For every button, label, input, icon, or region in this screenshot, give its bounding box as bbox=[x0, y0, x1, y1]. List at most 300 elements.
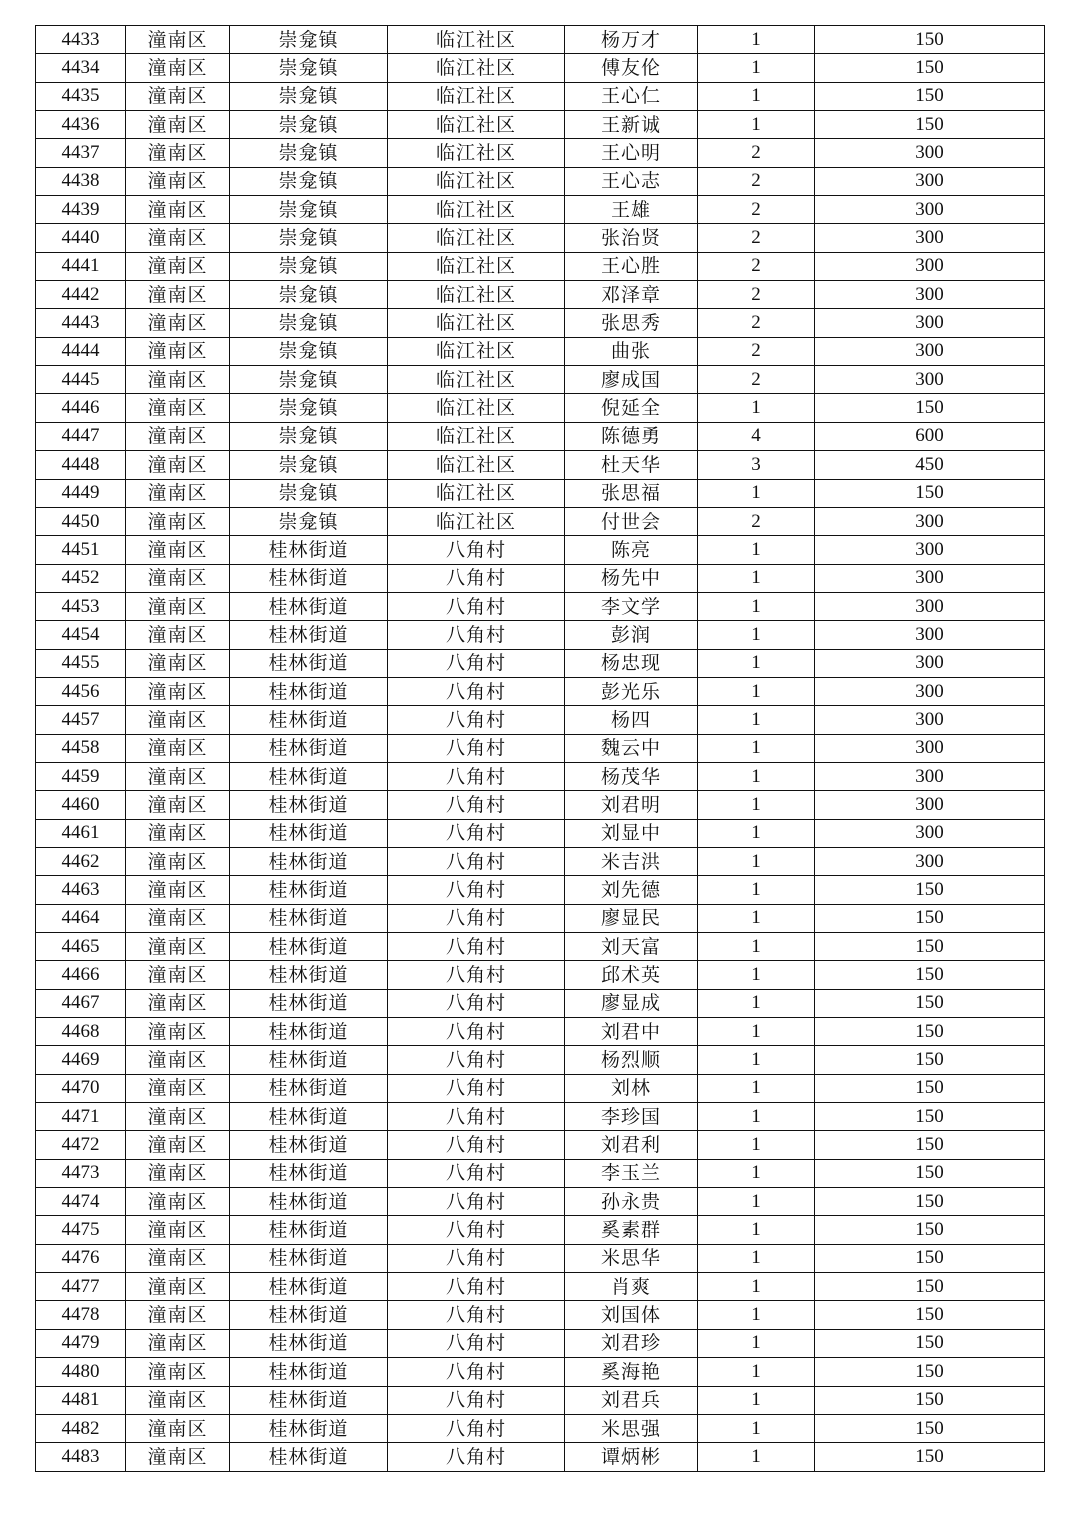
row-number-cell: 4451 bbox=[36, 536, 126, 564]
name-cell: 傅友伦 bbox=[565, 54, 698, 82]
row-number-cell: 4481 bbox=[36, 1386, 126, 1414]
table-row bbox=[36, 1443, 1045, 1471]
count-cell: 2 bbox=[698, 252, 815, 280]
roster-table-body bbox=[36, 26, 1045, 1472]
table-row bbox=[36, 26, 1045, 54]
count-cell: 1 bbox=[698, 1358, 815, 1386]
name-cell: 付世会 bbox=[565, 507, 698, 535]
village-cell: 八角村 bbox=[388, 1018, 565, 1046]
row-number-cell: 4471 bbox=[36, 1103, 126, 1131]
count-cell: 1 bbox=[698, 933, 815, 961]
town-cell: 崇龛镇 bbox=[230, 111, 388, 139]
name-cell: 邓泽章 bbox=[565, 281, 698, 309]
town-cell: 桂林街道 bbox=[230, 819, 388, 847]
village-cell: 八角村 bbox=[388, 536, 565, 564]
count-cell: 4 bbox=[698, 422, 815, 450]
name-cell: 彭光乐 bbox=[565, 677, 698, 705]
row-number-cell: 4447 bbox=[36, 422, 126, 450]
town-cell: 崇龛镇 bbox=[230, 451, 388, 479]
row-number-cell: 4450 bbox=[36, 507, 126, 535]
amount-cell: 150 bbox=[815, 82, 1045, 110]
district-cell: 潼南区 bbox=[126, 26, 230, 54]
table-row bbox=[36, 422, 1045, 450]
amount-cell: 150 bbox=[815, 1414, 1045, 1442]
count-cell: 2 bbox=[698, 507, 815, 535]
town-cell: 桂林街道 bbox=[230, 961, 388, 989]
row-number-cell: 4483 bbox=[36, 1443, 126, 1471]
town-cell: 桂林街道 bbox=[230, 1018, 388, 1046]
district-cell: 潼南区 bbox=[126, 791, 230, 819]
row-number-cell: 4456 bbox=[36, 677, 126, 705]
count-cell: 1 bbox=[698, 706, 815, 734]
name-cell: 米思华 bbox=[565, 1244, 698, 1272]
amount-cell: 150 bbox=[815, 54, 1045, 82]
table-row bbox=[36, 536, 1045, 564]
count-cell: 2 bbox=[698, 309, 815, 337]
table-row bbox=[36, 847, 1045, 875]
row-number-cell: 4482 bbox=[36, 1414, 126, 1442]
amount-cell: 150 bbox=[815, 1358, 1045, 1386]
district-cell: 潼南区 bbox=[126, 536, 230, 564]
table-row bbox=[36, 1244, 1045, 1272]
name-cell: 张思秀 bbox=[565, 309, 698, 337]
town-cell: 桂林街道 bbox=[230, 649, 388, 677]
row-number-cell: 4476 bbox=[36, 1244, 126, 1272]
count-cell: 1 bbox=[698, 847, 815, 875]
town-cell: 桂林街道 bbox=[230, 592, 388, 620]
name-cell: 刘君兵 bbox=[565, 1386, 698, 1414]
table-row bbox=[36, 337, 1045, 365]
table-row bbox=[36, 564, 1045, 592]
table-row bbox=[36, 819, 1045, 847]
name-cell: 陈德勇 bbox=[565, 422, 698, 450]
town-cell: 桂林街道 bbox=[230, 1131, 388, 1159]
village-cell: 八角村 bbox=[388, 1414, 565, 1442]
town-cell: 桂林街道 bbox=[230, 1301, 388, 1329]
town-cell: 桂林街道 bbox=[230, 791, 388, 819]
village-cell: 八角村 bbox=[388, 847, 565, 875]
village-cell: 八角村 bbox=[388, 649, 565, 677]
amount-cell: 300 bbox=[815, 252, 1045, 280]
name-cell: 刘君明 bbox=[565, 791, 698, 819]
village-cell: 八角村 bbox=[388, 592, 565, 620]
district-cell: 潼南区 bbox=[126, 366, 230, 394]
table-row bbox=[36, 252, 1045, 280]
count-cell: 1 bbox=[698, 1131, 815, 1159]
district-cell: 潼南区 bbox=[126, 1074, 230, 1102]
name-cell: 杨万才 bbox=[565, 26, 698, 54]
town-cell: 桂林街道 bbox=[230, 847, 388, 875]
row-number-cell: 4449 bbox=[36, 479, 126, 507]
row-number-cell: 4461 bbox=[36, 819, 126, 847]
count-cell: 1 bbox=[698, 54, 815, 82]
amount-cell: 300 bbox=[815, 281, 1045, 309]
town-cell: 崇龛镇 bbox=[230, 422, 388, 450]
name-cell: 王新诚 bbox=[565, 111, 698, 139]
count-cell: 1 bbox=[698, 26, 815, 54]
district-cell: 潼南区 bbox=[126, 706, 230, 734]
amount-cell: 300 bbox=[815, 507, 1045, 535]
row-number-cell: 4458 bbox=[36, 734, 126, 762]
table-row bbox=[36, 451, 1045, 479]
amount-cell: 150 bbox=[815, 876, 1045, 904]
district-cell: 潼南区 bbox=[126, 451, 230, 479]
name-cell: 李文学 bbox=[565, 592, 698, 620]
table-row bbox=[36, 876, 1045, 904]
amount-cell: 150 bbox=[815, 961, 1045, 989]
name-cell: 刘君利 bbox=[565, 1131, 698, 1159]
name-cell: 刘君珍 bbox=[565, 1329, 698, 1357]
district-cell: 潼南区 bbox=[126, 933, 230, 961]
town-cell: 桂林街道 bbox=[230, 1273, 388, 1301]
amount-cell: 300 bbox=[815, 309, 1045, 337]
village-cell: 八角村 bbox=[388, 961, 565, 989]
name-cell: 肖爽 bbox=[565, 1273, 698, 1301]
count-cell: 1 bbox=[698, 876, 815, 904]
row-number-cell: 4463 bbox=[36, 876, 126, 904]
district-cell: 潼南区 bbox=[126, 819, 230, 847]
amount-cell: 150 bbox=[815, 1443, 1045, 1471]
amount-cell: 600 bbox=[815, 422, 1045, 450]
village-cell: 八角村 bbox=[388, 989, 565, 1017]
village-cell: 八角村 bbox=[388, 734, 565, 762]
table-row bbox=[36, 1386, 1045, 1414]
table-row bbox=[36, 677, 1045, 705]
town-cell: 桂林街道 bbox=[230, 1216, 388, 1244]
count-cell: 2 bbox=[698, 167, 815, 195]
row-number-cell: 4446 bbox=[36, 394, 126, 422]
district-cell: 潼南区 bbox=[126, 1386, 230, 1414]
table-row bbox=[36, 224, 1045, 252]
table-row bbox=[36, 1188, 1045, 1216]
row-number-cell: 4454 bbox=[36, 621, 126, 649]
village-cell: 临江社区 bbox=[388, 139, 565, 167]
village-cell: 八角村 bbox=[388, 677, 565, 705]
amount-cell: 300 bbox=[815, 791, 1045, 819]
district-cell: 潼南区 bbox=[126, 564, 230, 592]
town-cell: 崇龛镇 bbox=[230, 224, 388, 252]
row-number-cell: 4453 bbox=[36, 592, 126, 620]
amount-cell: 300 bbox=[815, 196, 1045, 224]
amount-cell: 450 bbox=[815, 451, 1045, 479]
amount-cell: 150 bbox=[815, 1244, 1045, 1272]
row-number-cell: 4477 bbox=[36, 1273, 126, 1301]
table-row bbox=[36, 1018, 1045, 1046]
town-cell: 桂林街道 bbox=[230, 677, 388, 705]
district-cell: 潼南区 bbox=[126, 422, 230, 450]
table-row bbox=[36, 1414, 1045, 1442]
name-cell: 刘林 bbox=[565, 1074, 698, 1102]
name-cell: 廖显成 bbox=[565, 989, 698, 1017]
amount-cell: 300 bbox=[815, 337, 1045, 365]
town-cell: 桂林街道 bbox=[230, 621, 388, 649]
village-cell: 八角村 bbox=[388, 1188, 565, 1216]
count-cell: 1 bbox=[698, 1103, 815, 1131]
count-cell: 1 bbox=[698, 479, 815, 507]
village-cell: 临江社区 bbox=[388, 422, 565, 450]
name-cell: 杨忠现 bbox=[565, 649, 698, 677]
count-cell: 1 bbox=[698, 564, 815, 592]
table-row bbox=[36, 1273, 1045, 1301]
name-cell: 刘天富 bbox=[565, 933, 698, 961]
name-cell: 王雄 bbox=[565, 196, 698, 224]
name-cell: 张思福 bbox=[565, 479, 698, 507]
amount-cell: 300 bbox=[815, 847, 1045, 875]
count-cell: 1 bbox=[698, 1301, 815, 1329]
row-number-cell: 4455 bbox=[36, 649, 126, 677]
name-cell: 廖成国 bbox=[565, 366, 698, 394]
amount-cell: 150 bbox=[815, 1386, 1045, 1414]
town-cell: 桂林街道 bbox=[230, 706, 388, 734]
village-cell: 临江社区 bbox=[388, 111, 565, 139]
row-number-cell: 4467 bbox=[36, 989, 126, 1017]
table-row bbox=[36, 592, 1045, 620]
row-number-cell: 4474 bbox=[36, 1188, 126, 1216]
count-cell: 1 bbox=[698, 1074, 815, 1102]
count-cell: 1 bbox=[698, 762, 815, 790]
district-cell: 潼南区 bbox=[126, 1159, 230, 1187]
table-row bbox=[36, 706, 1045, 734]
amount-cell: 300 bbox=[815, 536, 1045, 564]
district-cell: 潼南区 bbox=[126, 1443, 230, 1471]
town-cell: 崇龛镇 bbox=[230, 366, 388, 394]
row-number-cell: 4469 bbox=[36, 1046, 126, 1074]
village-cell: 临江社区 bbox=[388, 366, 565, 394]
district-cell: 潼南区 bbox=[126, 281, 230, 309]
town-cell: 桂林街道 bbox=[230, 1443, 388, 1471]
town-cell: 桂林街道 bbox=[230, 564, 388, 592]
count-cell: 1 bbox=[698, 111, 815, 139]
count-cell: 1 bbox=[698, 1443, 815, 1471]
count-cell: 1 bbox=[698, 819, 815, 847]
row-number-cell: 4434 bbox=[36, 54, 126, 82]
town-cell: 桂林街道 bbox=[230, 1329, 388, 1357]
amount-cell: 150 bbox=[815, 1216, 1045, 1244]
village-cell: 临江社区 bbox=[388, 252, 565, 280]
town-cell: 崇龛镇 bbox=[230, 394, 388, 422]
district-cell: 潼南区 bbox=[126, 876, 230, 904]
town-cell: 桂林街道 bbox=[230, 1103, 388, 1131]
town-cell: 桂林街道 bbox=[230, 1414, 388, 1442]
amount-cell: 150 bbox=[815, 1188, 1045, 1216]
table-row bbox=[36, 139, 1045, 167]
row-number-cell: 4459 bbox=[36, 762, 126, 790]
district-cell: 潼南区 bbox=[126, 847, 230, 875]
count-cell: 1 bbox=[698, 394, 815, 422]
amount-cell: 300 bbox=[815, 677, 1045, 705]
district-cell: 潼南区 bbox=[126, 1046, 230, 1074]
row-number-cell: 4437 bbox=[36, 139, 126, 167]
name-cell: 刘君中 bbox=[565, 1018, 698, 1046]
village-cell: 八角村 bbox=[388, 1386, 565, 1414]
amount-cell: 300 bbox=[815, 139, 1045, 167]
amount-cell: 150 bbox=[815, 1301, 1045, 1329]
row-number-cell: 4441 bbox=[36, 252, 126, 280]
village-cell: 八角村 bbox=[388, 1273, 565, 1301]
table-row bbox=[36, 1301, 1045, 1329]
amount-cell: 300 bbox=[815, 167, 1045, 195]
village-cell: 临江社区 bbox=[388, 394, 565, 422]
amount-cell: 300 bbox=[815, 734, 1045, 762]
amount-cell: 150 bbox=[815, 1159, 1045, 1187]
count-cell: 1 bbox=[698, 1018, 815, 1046]
district-cell: 潼南区 bbox=[126, 1414, 230, 1442]
row-number-cell: 4438 bbox=[36, 167, 126, 195]
table-row bbox=[36, 54, 1045, 82]
amount-cell: 300 bbox=[815, 564, 1045, 592]
town-cell: 崇龛镇 bbox=[230, 309, 388, 337]
count-cell: 1 bbox=[698, 791, 815, 819]
count-cell: 1 bbox=[698, 989, 815, 1017]
town-cell: 崇龛镇 bbox=[230, 139, 388, 167]
town-cell: 桂林街道 bbox=[230, 762, 388, 790]
count-cell: 1 bbox=[698, 1188, 815, 1216]
name-cell: 陈亮 bbox=[565, 536, 698, 564]
district-cell: 潼南区 bbox=[126, 649, 230, 677]
town-cell: 桂林街道 bbox=[230, 876, 388, 904]
village-cell: 八角村 bbox=[388, 1131, 565, 1159]
row-number-cell: 4473 bbox=[36, 1159, 126, 1187]
table-row bbox=[36, 1046, 1045, 1074]
village-cell: 临江社区 bbox=[388, 54, 565, 82]
row-number-cell: 4457 bbox=[36, 706, 126, 734]
row-number-cell: 4480 bbox=[36, 1358, 126, 1386]
town-cell: 桂林街道 bbox=[230, 1188, 388, 1216]
district-cell: 潼南区 bbox=[126, 961, 230, 989]
count-cell: 1 bbox=[698, 1329, 815, 1357]
village-cell: 临江社区 bbox=[388, 309, 565, 337]
district-cell: 潼南区 bbox=[126, 1216, 230, 1244]
amount-cell: 300 bbox=[815, 366, 1045, 394]
village-cell: 八角村 bbox=[388, 1046, 565, 1074]
row-number-cell: 4478 bbox=[36, 1301, 126, 1329]
district-cell: 潼南区 bbox=[126, 507, 230, 535]
town-cell: 桂林街道 bbox=[230, 1386, 388, 1414]
table-row bbox=[36, 649, 1045, 677]
count-cell: 1 bbox=[698, 677, 815, 705]
district-cell: 潼南区 bbox=[126, 1273, 230, 1301]
table-row bbox=[36, 394, 1045, 422]
row-number-cell: 4433 bbox=[36, 26, 126, 54]
row-number-cell: 4466 bbox=[36, 961, 126, 989]
count-cell: 1 bbox=[698, 1414, 815, 1442]
table-row bbox=[36, 309, 1045, 337]
table-row bbox=[36, 111, 1045, 139]
count-cell: 1 bbox=[698, 961, 815, 989]
village-cell: 八角村 bbox=[388, 1329, 565, 1357]
village-cell: 临江社区 bbox=[388, 224, 565, 252]
row-number-cell: 4462 bbox=[36, 847, 126, 875]
table-row bbox=[36, 621, 1045, 649]
name-cell: 杨四 bbox=[565, 706, 698, 734]
district-cell: 潼南区 bbox=[126, 337, 230, 365]
amount-cell: 150 bbox=[815, 394, 1045, 422]
count-cell: 1 bbox=[698, 904, 815, 932]
name-cell: 李玉兰 bbox=[565, 1159, 698, 1187]
row-number-cell: 4479 bbox=[36, 1329, 126, 1357]
count-cell: 1 bbox=[698, 734, 815, 762]
village-cell: 八角村 bbox=[388, 1216, 565, 1244]
amount-cell: 150 bbox=[815, 1131, 1045, 1159]
village-cell: 八角村 bbox=[388, 1358, 565, 1386]
name-cell: 王心明 bbox=[565, 139, 698, 167]
town-cell: 崇龛镇 bbox=[230, 26, 388, 54]
town-cell: 桂林街道 bbox=[230, 1074, 388, 1102]
table-row bbox=[36, 762, 1045, 790]
village-cell: 八角村 bbox=[388, 1443, 565, 1471]
district-cell: 潼南区 bbox=[126, 989, 230, 1017]
amount-cell: 150 bbox=[815, 26, 1045, 54]
town-cell: 崇龛镇 bbox=[230, 479, 388, 507]
row-number-cell: 4443 bbox=[36, 309, 126, 337]
row-number-cell: 4444 bbox=[36, 337, 126, 365]
name-cell: 米吉洪 bbox=[565, 847, 698, 875]
town-cell: 崇龛镇 bbox=[230, 54, 388, 82]
district-cell: 潼南区 bbox=[126, 196, 230, 224]
village-cell: 临江社区 bbox=[388, 82, 565, 110]
name-cell: 杜天华 bbox=[565, 451, 698, 479]
roster-table bbox=[35, 25, 1045, 1472]
town-cell: 桂林街道 bbox=[230, 734, 388, 762]
amount-cell: 150 bbox=[815, 111, 1045, 139]
table-row bbox=[36, 1131, 1045, 1159]
village-cell: 八角村 bbox=[388, 1074, 565, 1102]
village-cell: 临江社区 bbox=[388, 337, 565, 365]
table-row bbox=[36, 1216, 1045, 1244]
name-cell: 彭润 bbox=[565, 621, 698, 649]
village-cell: 临江社区 bbox=[388, 451, 565, 479]
name-cell: 谭炳彬 bbox=[565, 1443, 698, 1471]
name-cell: 王心志 bbox=[565, 167, 698, 195]
district-cell: 潼南区 bbox=[126, 1244, 230, 1272]
table-row bbox=[36, 933, 1045, 961]
table-row bbox=[36, 961, 1045, 989]
row-number-cell: 4468 bbox=[36, 1018, 126, 1046]
village-cell: 八角村 bbox=[388, 706, 565, 734]
count-cell: 1 bbox=[698, 1386, 815, 1414]
amount-cell: 300 bbox=[815, 706, 1045, 734]
name-cell: 倪延全 bbox=[565, 394, 698, 422]
district-cell: 潼南区 bbox=[126, 592, 230, 620]
table-row bbox=[36, 281, 1045, 309]
village-cell: 八角村 bbox=[388, 1244, 565, 1272]
district-cell: 潼南区 bbox=[126, 1329, 230, 1357]
town-cell: 崇龛镇 bbox=[230, 337, 388, 365]
village-cell: 临江社区 bbox=[388, 281, 565, 309]
row-number-cell: 4464 bbox=[36, 904, 126, 932]
town-cell: 崇龛镇 bbox=[230, 252, 388, 280]
town-cell: 崇龛镇 bbox=[230, 196, 388, 224]
district-cell: 潼南区 bbox=[126, 224, 230, 252]
amount-cell: 300 bbox=[815, 819, 1045, 847]
district-cell: 潼南区 bbox=[126, 54, 230, 82]
amount-cell: 300 bbox=[815, 621, 1045, 649]
district-cell: 潼南区 bbox=[126, 677, 230, 705]
town-cell: 桂林街道 bbox=[230, 933, 388, 961]
village-cell: 八角村 bbox=[388, 819, 565, 847]
name-cell: 廖显民 bbox=[565, 904, 698, 932]
town-cell: 桂林街道 bbox=[230, 1046, 388, 1074]
name-cell: 邱术英 bbox=[565, 961, 698, 989]
district-cell: 潼南区 bbox=[126, 1188, 230, 1216]
row-number-cell: 4440 bbox=[36, 224, 126, 252]
district-cell: 潼南区 bbox=[126, 479, 230, 507]
village-cell: 八角村 bbox=[388, 564, 565, 592]
village-cell: 临江社区 bbox=[388, 479, 565, 507]
village-cell: 临江社区 bbox=[388, 196, 565, 224]
town-cell: 崇龛镇 bbox=[230, 281, 388, 309]
amount-cell: 300 bbox=[815, 762, 1045, 790]
